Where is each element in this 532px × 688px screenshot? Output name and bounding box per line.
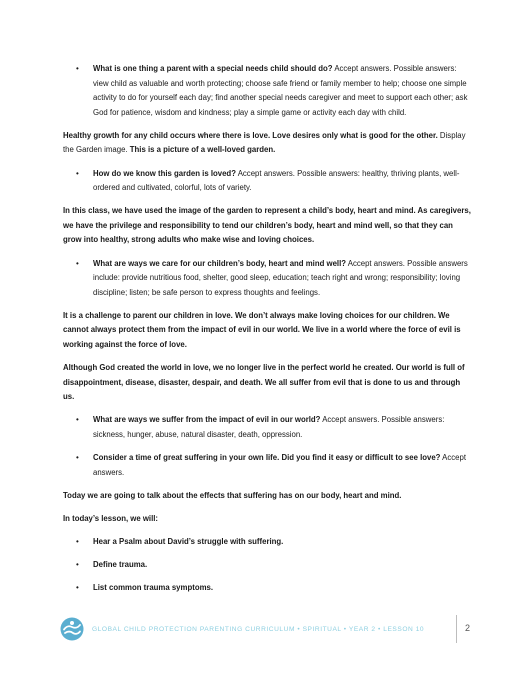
paragraph-bold: It is a challenge to parent our children in love. We don’t always make loving choices for our children. We cannot always protect them from the impact of evil in our world. We live in a world where the force of evil is working against the force of love. (63, 310, 461, 349)
bullet-question: What are ways we care for our children’s body, heart and mind well? (93, 258, 347, 268)
bullet-text: Accept answers. Possible answers: sickness, hunger, abuse, natural disaster, death, oppression. (93, 415, 445, 439)
paragraph (63, 489, 473, 504)
bullet-question: How do we know this garden is loved? (93, 168, 236, 178)
paragraph (63, 361, 473, 405)
bullet-marker: • (76, 64, 79, 73)
list-item (63, 257, 473, 301)
paragraph-text: Display the Garden image. (63, 130, 466, 155)
bullet-marker: • (76, 583, 79, 593)
bullet-text: Accept answers. Possible answers include: provide nutritious food, shelter, good sleep, education; teach right and wrong; responsibility; loving discipline; listen; be safe person to express thoughts and feelings. (93, 258, 468, 297)
curriculum-logo-icon (60, 617, 84, 641)
paragraph-bold: Although God created the world in love, we no longer live in the perfect world he created. Our world is full of disappointment, disease, disaster, despair, and death. We all suffer from evil that is done to us and through us. (63, 363, 465, 402)
list-item (63, 451, 473, 480)
bullet-marker: • (76, 258, 79, 268)
footer-title: GLOBAL CHILD PROTECTION PARENTING CURRICULUM • SPIRITUAL • YEAR 2 • LESSON 10 (92, 626, 425, 633)
page-footer (60, 615, 480, 645)
bullet-text: Accept answers. (93, 453, 467, 477)
page-number: 2 (465, 623, 471, 633)
bullet-objective: Define trauma. (93, 560, 148, 570)
bullet-marker: • (76, 415, 79, 425)
paragraph (63, 129, 473, 158)
list-item (63, 558, 473, 573)
paragraph-bold: Today we are going to talk about the effects that suffering has on our body, heart and mind. (63, 490, 402, 500)
bullet-objective: Hear a Psalm about David’s struggle with suffering. (93, 536, 284, 546)
bullet-marker: • (76, 453, 79, 463)
bullet-text: Accept answers. Possible answers: view child as valuable and worth protecting; choose safe friend or family member to help; choose one simple activity to do for yourself each day; find another special needs caregiver and meet to support each other; ask God for patience, wisdom and kindness; play a simple game or activity each day with child. (93, 64, 468, 117)
lesson-content (63, 62, 473, 604)
bullet-question: What are ways we suffer from the impact of evil in our world? (93, 415, 321, 425)
bullet-marker: • (76, 168, 79, 178)
list-item (63, 167, 473, 196)
paragraph-bold: This is a picture of a well-loved garden. (129, 145, 276, 155)
list-item (63, 413, 473, 442)
list-item (63, 581, 473, 596)
paragraph-bold: Healthy growth for any child occurs where there is love. Love desires only what is good for the other. (63, 130, 438, 140)
list-item (63, 535, 473, 550)
paragraph-bold: In this class, we have used the image of the garden to represent a child’s body, heart and mind. As caregivers, we have the privilege and responsibility to tend our children’s body, heart and mind well, so that they can grow into healthy, strong adults who make wise and loving choices. (63, 206, 471, 245)
footer-divider (456, 615, 457, 643)
bullet-objective: List common trauma symptoms. (93, 583, 214, 593)
paragraph (63, 309, 473, 353)
bullet-text: Accept answers. Possible answers: healthy, thriving plants, well-ordered and cultivated, colorful, lots of variety. (93, 168, 460, 193)
bullet-marker: • (76, 560, 79, 570)
paragraph-bold: In today’s lesson, we will: (63, 513, 159, 523)
paragraph (63, 204, 473, 248)
bullet-question: What is one thing a parent with a special needs child should do? (93, 64, 333, 73)
list-item (63, 62, 473, 120)
paragraph (63, 512, 473, 527)
bullet-question: Consider a time of great suffering in your own life. Did you find it easy or difficult to see love? (93, 453, 441, 463)
bullet-marker: • (76, 536, 79, 546)
